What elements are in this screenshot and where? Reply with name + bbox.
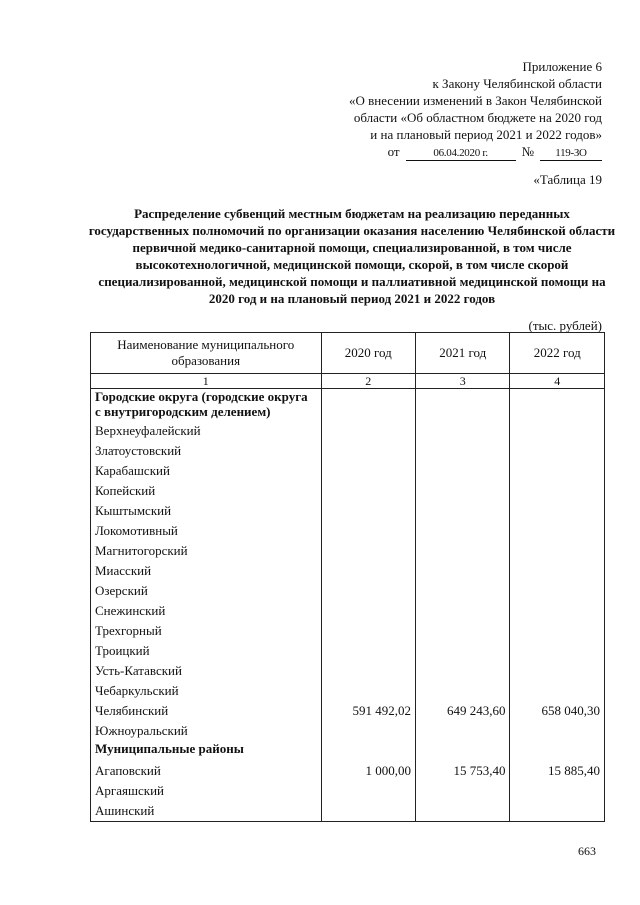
value-2020-cell: [321, 421, 415, 441]
municipality-cell: Муниципальные районы: [91, 741, 322, 761]
subsidy-table: [90, 332, 605, 822]
value-2021-cell: [416, 561, 510, 581]
municipality-cell: Верхнеуфалейский: [91, 421, 322, 441]
value-2021-cell: [416, 441, 510, 461]
value-2021-cell: [416, 581, 510, 601]
value-2021-cell: [416, 601, 510, 621]
value-2022-cell: [510, 581, 605, 601]
value-2022-cell: [510, 541, 605, 561]
appendix-header: [282, 58, 602, 161]
value-2020-cell: [321, 581, 415, 601]
municipality-cell: Карабашский: [91, 461, 322, 481]
table-row: [91, 721, 605, 741]
number-label: №: [521, 144, 534, 159]
table-row: [91, 701, 605, 721]
column-number-4: 4: [510, 374, 605, 389]
column-number-row: [91, 374, 605, 389]
from-label: от: [387, 144, 400, 159]
value-2020-cell: [321, 521, 415, 541]
table-section-row: [91, 741, 605, 761]
value-2022-cell: [510, 641, 605, 661]
value-2021-cell: [416, 621, 510, 641]
table-row: [91, 681, 605, 701]
municipality-cell: Троицкий: [91, 641, 322, 661]
table-row: [91, 621, 605, 641]
value-2022-cell: [510, 441, 605, 461]
value-2020-cell: [321, 621, 415, 641]
municipality-cell: Снежинский: [91, 601, 322, 621]
municipality-cell: Усть-Катавский: [91, 661, 322, 681]
column-number-3: 3: [416, 374, 510, 389]
municipality-cell: Магнитогорский: [91, 541, 322, 561]
value-2020-cell: [321, 661, 415, 681]
municipality-cell: Городские округа (городские округа с внутригородским делением): [91, 389, 322, 422]
value-2020-cell: [321, 501, 415, 521]
value-2020-cell: 591 492,02: [321, 701, 415, 721]
table-row: [91, 661, 605, 681]
table-row: [91, 561, 605, 581]
value-2020-cell: [321, 561, 415, 581]
table-row: [91, 641, 605, 661]
header-2020: 2020 год: [321, 333, 415, 374]
municipality-cell: Южноуральский: [91, 721, 322, 741]
value-2020-cell: [321, 389, 415, 422]
municipality-cell: Озерский: [91, 581, 322, 601]
value-2022-cell: [510, 481, 605, 501]
table-row: [91, 481, 605, 501]
value-2021-cell: [416, 461, 510, 481]
value-2021-cell: [416, 421, 510, 441]
value-2022-cell: [510, 781, 605, 801]
table-row: [91, 581, 605, 601]
value-2022-cell: [510, 421, 605, 441]
value-2022-cell: [510, 721, 605, 741]
value-2021-cell: [416, 721, 510, 741]
value-2021-cell: [416, 521, 510, 541]
value-2020-cell: [321, 741, 415, 761]
law-number: 119-ЗО: [540, 147, 602, 161]
table-row: [91, 781, 605, 801]
units-label: (тыс. рублей): [528, 318, 602, 333]
table-body: [91, 389, 605, 822]
document-title: Распределение субвенций местным бюджетам на реализацию переданных государственных полномочий по организации оказания населению Челябинской области первичной медико-санитарной помощи, специализированной, в том числе высокотехнологичной, медицинской помощи, скорой, в том числе скорой специализированной, медицинской помощи и паллиативной медицинской помощи на 2020 год и на плановый период 2021 и 2022 годов: [88, 206, 616, 306]
value-2021-cell: [416, 501, 510, 521]
header-2021: 2021 год: [416, 333, 510, 374]
appendix-line-2: к Закону Челябинской области: [432, 76, 602, 91]
value-2022-cell: [510, 741, 605, 761]
value-2022-cell: [510, 461, 605, 481]
table-header-row: [91, 333, 605, 374]
table-row: [91, 501, 605, 521]
municipality-cell: Агаповский: [91, 761, 322, 781]
value-2021-cell: [416, 801, 510, 822]
page-number: 663: [578, 844, 596, 858]
value-2022-cell: [510, 501, 605, 521]
appendix-line-3: «О внесении изменений в Закон Челябинской: [348, 93, 602, 108]
header-municipality: Наименование муниципального образования: [91, 333, 322, 374]
value-2020-cell: [321, 801, 415, 822]
value-2020-cell: 1 000,00: [321, 761, 415, 781]
municipality-cell: Миасский: [91, 561, 322, 581]
table-row: [91, 601, 605, 621]
municipality-cell: Чебаркульский: [91, 681, 322, 701]
table-row: [91, 801, 605, 822]
value-2022-cell: [510, 389, 605, 422]
value-2022-cell: [510, 681, 605, 701]
value-2020-cell: [321, 601, 415, 621]
value-2022-cell: [510, 601, 605, 621]
value-2022-cell: 15 885,40: [510, 761, 605, 781]
value-2020-cell: [321, 641, 415, 661]
header-2022: 2022 год: [510, 333, 605, 374]
municipality-cell: Трехгорный: [91, 621, 322, 641]
value-2021-cell: 15 753,40: [416, 761, 510, 781]
value-2020-cell: [321, 681, 415, 701]
table-row: [91, 761, 605, 781]
table-row: [91, 521, 605, 541]
law-signature-line: [388, 143, 602, 161]
appendix-line-1: Приложение 6: [522, 59, 602, 74]
value-2020-cell: [321, 481, 415, 501]
table-section-row: [91, 389, 605, 422]
value-2021-cell: [416, 661, 510, 681]
value-2021-cell: [416, 541, 510, 561]
column-number-1: 1: [91, 374, 322, 389]
municipality-cell: Копейский: [91, 481, 322, 501]
value-2022-cell: 658 040,30: [510, 701, 605, 721]
value-2022-cell: [510, 561, 605, 581]
value-2021-cell: [416, 389, 510, 422]
table-row: [91, 421, 605, 441]
law-date: 06.04.2020 г.: [406, 147, 516, 161]
municipality-cell: Челябинский: [91, 701, 322, 721]
value-2021-cell: [416, 641, 510, 661]
appendix-line-5: и на плановый период 2021 и 2022 годов»: [370, 127, 602, 142]
appendix-line-4: области «Об областном бюджете на 2020 год: [353, 110, 602, 125]
table-row: [91, 461, 605, 481]
table-label: «Таблица 19: [533, 172, 602, 187]
value-2021-cell: [416, 741, 510, 761]
value-2020-cell: [321, 721, 415, 741]
value-2021-cell: [416, 681, 510, 701]
value-2022-cell: [510, 621, 605, 641]
municipality-cell: Златоустовский: [91, 441, 322, 461]
municipality-cell: Аргаяшский: [91, 781, 322, 801]
municipality-cell: Кыштымский: [91, 501, 322, 521]
value-2022-cell: [510, 521, 605, 541]
value-2020-cell: [321, 441, 415, 461]
value-2022-cell: [510, 801, 605, 822]
value-2021-cell: 649 243,60: [416, 701, 510, 721]
value-2021-cell: [416, 481, 510, 501]
table-row: [91, 441, 605, 461]
value-2020-cell: [321, 541, 415, 561]
column-number-2: 2: [321, 374, 415, 389]
value-2021-cell: [416, 781, 510, 801]
municipality-cell: Локомотивный: [91, 521, 322, 541]
municipality-cell: Ашинский: [91, 801, 322, 822]
table-row: [91, 541, 605, 561]
value-2020-cell: [321, 461, 415, 481]
value-2020-cell: [321, 781, 415, 801]
value-2022-cell: [510, 661, 605, 681]
